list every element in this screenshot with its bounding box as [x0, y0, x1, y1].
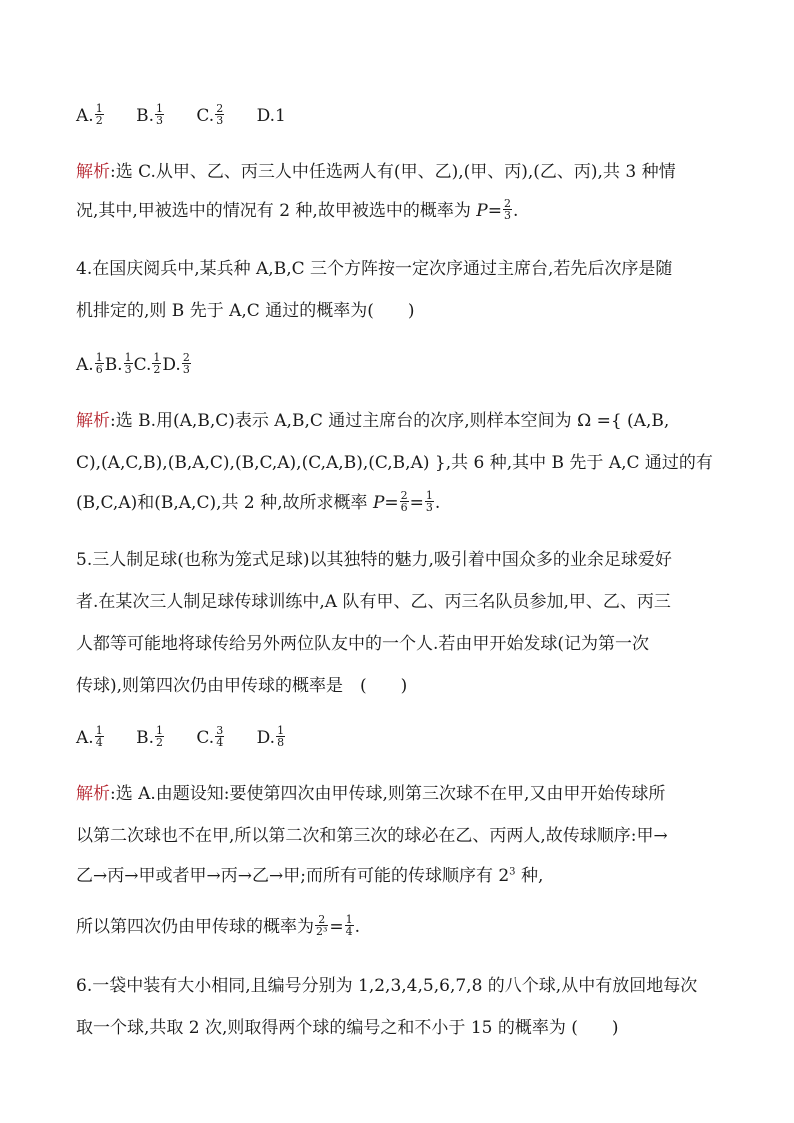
q3-option-c: C. $\frac{2}{3}$	[196, 102, 224, 127]
fraction: $\frac{1}{2}$	[153, 351, 161, 376]
q4-stem-line-2: 机排定的,则 B 先于 A,C 通过的概率为( )	[76, 301, 415, 321]
fraction: $\frac{1}{2}$	[156, 724, 163, 749]
analysis-label: 解析	[76, 411, 110, 431]
q4-analysis-line-1: 解析:选 B.用(A,B,C)表示 A,B,C 通过主席台的次序,则样本空间为 Ω ={ (A,B,	[76, 411, 670, 431]
q5-stem-line-3: 人都等可能地将球传给另外两位队友中的一个人.若由甲开始发球(记为第一次	[76, 634, 650, 654]
fraction: $\frac{2}{6}$	[400, 489, 408, 514]
q5-stem-line-1: 5.三人制足球(也称为笼式足球)以其独特的魅力,吸引着中国众多的业余足球爱好	[76, 550, 672, 570]
q3-option-d: D.1	[256, 106, 286, 126]
q6-stem-line-1: 6.一袋中装有大小相同,且编号分别为 1,2,3,4,5,6,7,8 的八个球,从中有放回地每次	[76, 976, 698, 996]
q3-option-a: A. $\frac{1}{2}$	[76, 102, 103, 127]
fraction: $\frac{1}{8}$	[277, 724, 285, 749]
fraction: $\frac{1}{3}$	[425, 489, 433, 514]
fraction: $\frac{2}{\text{2³}}$	[316, 913, 328, 938]
analysis-label: 解析	[76, 162, 110, 182]
q5-analysis-line-3: 乙→丙→甲或者甲→丙→乙→甲;而所有可能的传球顺序有 $2^3$ 种,	[76, 866, 544, 886]
q5-options	[76, 726, 286, 750]
fraction: $\frac{1}{4}$	[345, 913, 353, 938]
analysis-label: 解析	[76, 784, 110, 804]
q4-options: A. $\frac{1}{6}$ B. $\frac{1}{3}$ C. $\frac{1}{2}$ D. $\frac{2}{3}$	[76, 351, 190, 376]
q4-analysis-line-3: (B,C,A)和(B,A,C),共 2 种,故所求概率 P= $\frac{2}{6}$ = $\frac{1}{3}$ .	[76, 489, 441, 514]
fraction: $\frac{2}{3}$	[182, 351, 190, 376]
q5-option-b: B. $\frac{1}{2}$	[136, 724, 163, 749]
q5-analysis-line-1: 解析:选 A.由题设知:要使第四次由甲传球,则第三次球不在甲,又由甲开始传球所	[76, 784, 666, 804]
q4-stem-line-1: 4.在国庆阅兵中,某兵种 A,B,C 三个方阵按一定次序通过主席台,若先后次序是随	[76, 259, 673, 279]
q3-options	[76, 104, 286, 128]
fraction: $\frac{2}{3}$	[216, 102, 224, 127]
q5-analysis-line-2: 以第二次球也不在甲,所以第二次和第三次的球必在乙、丙两人,故传球顺序:甲→	[76, 826, 668, 846]
q6-stem-line-2: 取一个球,共取 2 次,则取得两个球的编号之和不小于 15 的概率为 ( )	[76, 1018, 619, 1038]
fraction: $\frac{3}{4}$	[216, 724, 224, 749]
fraction: $\frac{1}{3}$	[124, 351, 132, 376]
q5-analysis-line-4: 所以第四次仍由甲传球的概率为 $\frac{2}{\text{2³}}$ = $\frac{1}{4}$ .	[76, 913, 361, 938]
q5-stem-line-2: 者.在某次三人制足球传球训练中,A 队有甲、乙、丙三名队员参加,甲、乙、丙三	[76, 592, 671, 612]
q5-option-d: D. $\frac{1}{8}$	[256, 724, 285, 749]
q3-option-b: B. $\frac{1}{3}$	[136, 102, 163, 127]
q5-option-a: A. $\frac{1}{4}$	[76, 724, 103, 749]
q3-analysis-line-2: 况,其中,甲被选中的情况有 2 种,故甲被选中的概率为 P= $\frac{2}{3}$ .	[76, 197, 519, 222]
fraction: $\frac{1}{4}$	[95, 724, 103, 749]
fraction: $\frac{1}{6}$	[95, 351, 103, 376]
fraction: $\frac{1}{3}$	[156, 102, 163, 127]
q5-stem-line-4: 传球),则第四次仍由甲传球的概率是 ( )	[76, 676, 408, 696]
q4-analysis-line-2: C),(A,C,B),(B,A,C),(B,C,A),(C,A,B),(C,B,A) },共 6 种,其中 B 先于 A,C 通过的有	[76, 453, 713, 473]
q3-analysis-line-1: 解析:选 C.从甲、乙、丙三人中任选两人有(甲、乙),(甲、丙),(乙、丙),共 3 种情	[76, 162, 676, 182]
fraction: $\frac{2}{3}$	[503, 197, 511, 222]
fraction: $\frac{1}{2}$	[95, 102, 103, 127]
q5-option-c: C. $\frac{3}{4}$	[196, 724, 224, 749]
